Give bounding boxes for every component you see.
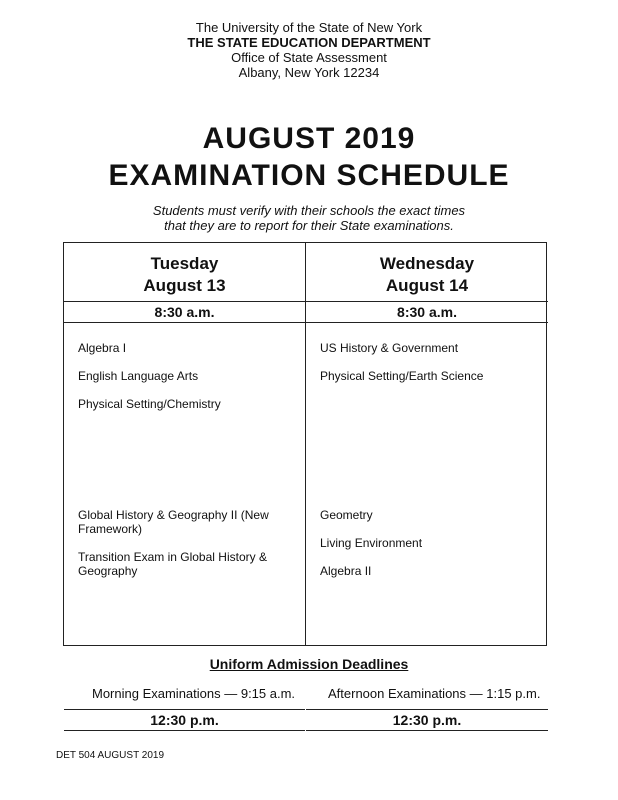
header-department: THE STATE EDUCATION DEPARTMENT <box>187 35 431 50</box>
exam-item: Geometry <box>320 508 373 522</box>
afternoon-time: 12:30 p.m. <box>64 709 305 731</box>
notice-line-1: Students must verify with their schools the exact times <box>152 203 466 218</box>
date: August 14 <box>385 276 469 295</box>
exam-item: English Language Arts <box>78 369 199 383</box>
header-address: Albany, New York 12234 <box>238 65 380 80</box>
header-university: The University of the State of New York <box>195 20 423 35</box>
exam-item: Global History & Geography II (New Framework) <box>78 508 269 536</box>
exam-item: Algebra II <box>320 564 372 578</box>
morning-time: 8:30 a.m. <box>64 301 305 323</box>
notice-line-2: that they are to report for their State examinations. <box>164 218 454 233</box>
day-header <box>64 253 305 297</box>
date: August 13 <box>143 276 226 295</box>
morning-exam-list <box>320 341 540 397</box>
title-line-1: AUGUST 2019 <box>202 122 416 155</box>
morning-deadline: Morning Examinations — 9:15 a.m. <box>92 686 296 701</box>
exam-item: Physical Setting/Chemistry <box>78 397 221 411</box>
exam-item: Physical Setting/Earth Science <box>320 369 484 383</box>
page-title <box>0 120 618 194</box>
day-header <box>306 253 548 297</box>
morning-time: 8:30 a.m. <box>306 301 548 323</box>
title-line-2: EXAMINATION SCHEDULE <box>108 159 510 192</box>
afternoon-deadline: Afternoon Examinations — 1:15 p.m. <box>328 686 541 701</box>
document-code: DET 504 AUGUST 2019 <box>56 750 165 761</box>
weekday: Wednesday <box>379 254 475 273</box>
afternoon-exam-list <box>320 508 540 592</box>
weekday: Tuesday <box>150 254 219 273</box>
afternoon-exam-list <box>78 508 297 592</box>
header-office: Office of State Assessment <box>231 50 387 65</box>
deadlines-heading: Uniform Admission Deadlines <box>209 656 409 672</box>
letterhead <box>0 20 618 80</box>
exam-item: Algebra I <box>78 341 127 355</box>
exam-item: Transition Exam in Global History & Geography <box>78 550 267 578</box>
morning-exam-list <box>78 341 297 425</box>
exam-item: US History & Government <box>320 341 459 355</box>
exam-item: Living Environment <box>320 536 423 550</box>
afternoon-time: 12:30 p.m. <box>306 709 548 731</box>
notice <box>0 203 618 233</box>
